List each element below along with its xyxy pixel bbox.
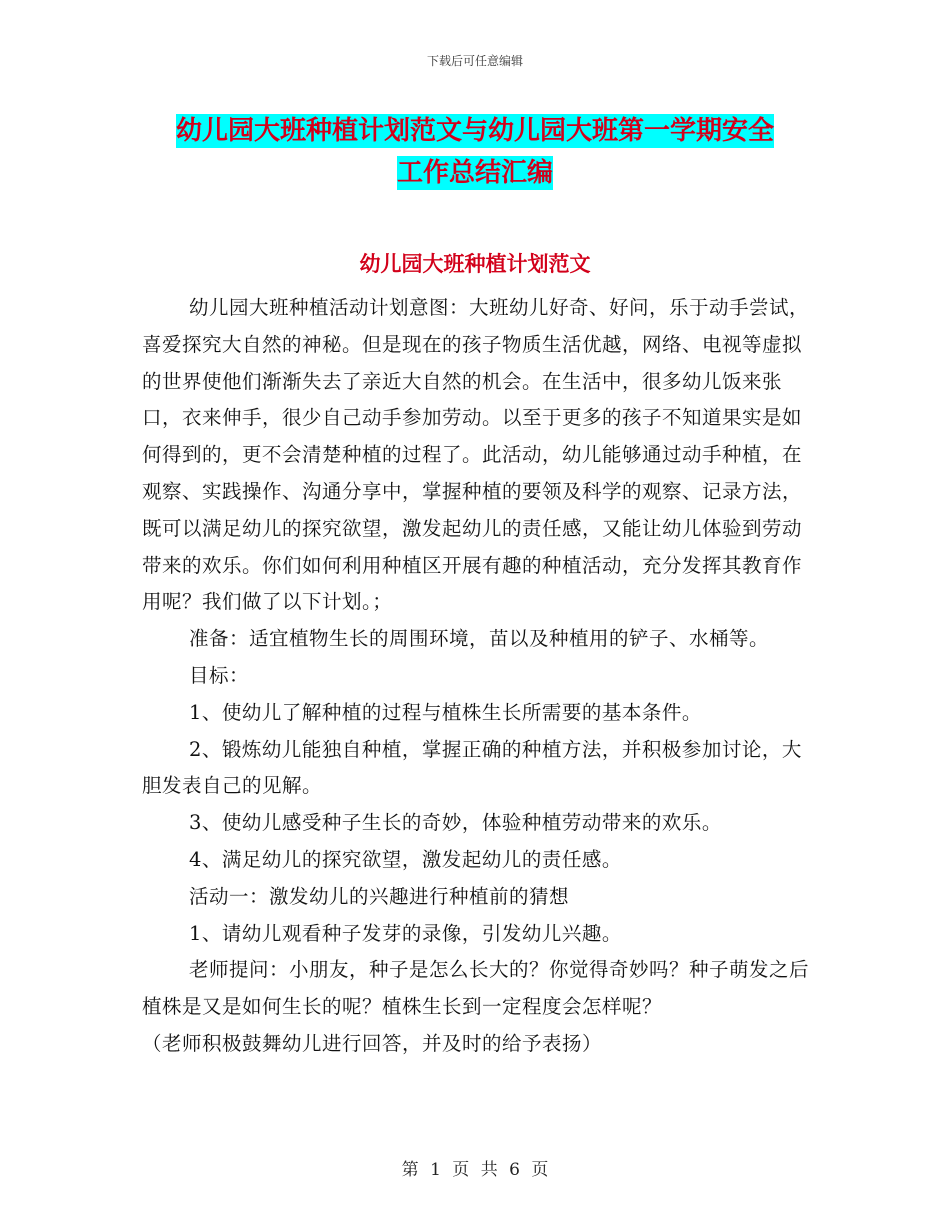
title-line-1: 幼儿园大班种植计划范文与幼儿园大班第一学期安全 bbox=[175, 116, 774, 146]
paragraph-goal-2: 2、锻炼幼儿能独自种植，掌握正确的种植方法，并积极参加讨论，大胆发表自己的见解。 bbox=[142, 737, 802, 798]
document-title bbox=[0, 110, 950, 194]
paragraph-activity-1: 活动一：激发幼儿的兴趣进行种植前的猜想 bbox=[189, 884, 570, 908]
paragraph-teacher-question: 老师提问：小朋友，种子是怎么长大的？你觉得奇妙吗？种子萌发之后植株是又是如何生长的呢？植株生长到一定程度会怎样呢？ bbox=[142, 958, 810, 1019]
section-title: 幼儿园大班种植计划范文 bbox=[359, 252, 591, 276]
paragraph-goal-3: 3、使幼儿感受种子生长的奇妙，体验种植劳动带来的欢乐。 bbox=[189, 811, 722, 835]
title-line-2: 工作总结汇编 bbox=[396, 158, 553, 188]
header-note: 下载后可任意编辑 bbox=[426, 54, 523, 68]
paragraph-goal-4: 4、满足幼儿的探究欲望，激发起幼儿的责任感。 bbox=[189, 847, 622, 871]
paragraph-teacher-note: （老师积极鼓舞幼儿进行回答，并及时的给予表扬） bbox=[142, 1031, 603, 1055]
paragraph-activity-step-1: 1、请幼儿观看种子发芽的录像，引发幼儿兴趣。 bbox=[189, 921, 622, 945]
paragraph-preparation: 准备：适宜植物生长的周围环境，苗以及种植用的铲子、水桶等。 bbox=[189, 627, 770, 651]
paragraph-intent: 幼儿园大班种植活动计划意图：大班幼儿好奇、好问，乐于动手尝试，喜爱探究大自然的神秘。但是现在的孩子物质生活优越，网络、电视等虚拟的世界使他们渐渐失去了亲近大自然的机会。在生活中，很多幼儿饭来张口，衣来伸手，很少自己动手参加劳动。以至于更多的孩子不知道果实是如何得到的，更不会清楚种植的过程了。此活动，幼儿能够通过动手种植，在观察、实践操作、沟通分享中，掌握种植的要领及科学的观察、记录方法，既可以满足幼儿的探究欲望，激发起幼儿的责任感，又能让幼儿体验到劳动带来的欢乐。你们如何利用种植区开展有趣的种植活动，充分发挥其教育作用呢？我们做了以下计划。； bbox=[142, 296, 810, 614]
paragraph-goals-heading: 目标： bbox=[189, 663, 250, 687]
page-footer: 第 1 页 共 6 页 bbox=[401, 1160, 549, 1180]
body-text bbox=[142, 290, 812, 1063]
paragraph-goal-1: 1、使幼儿了解种植的过程与植株生长所需要的基本条件。 bbox=[189, 700, 702, 724]
